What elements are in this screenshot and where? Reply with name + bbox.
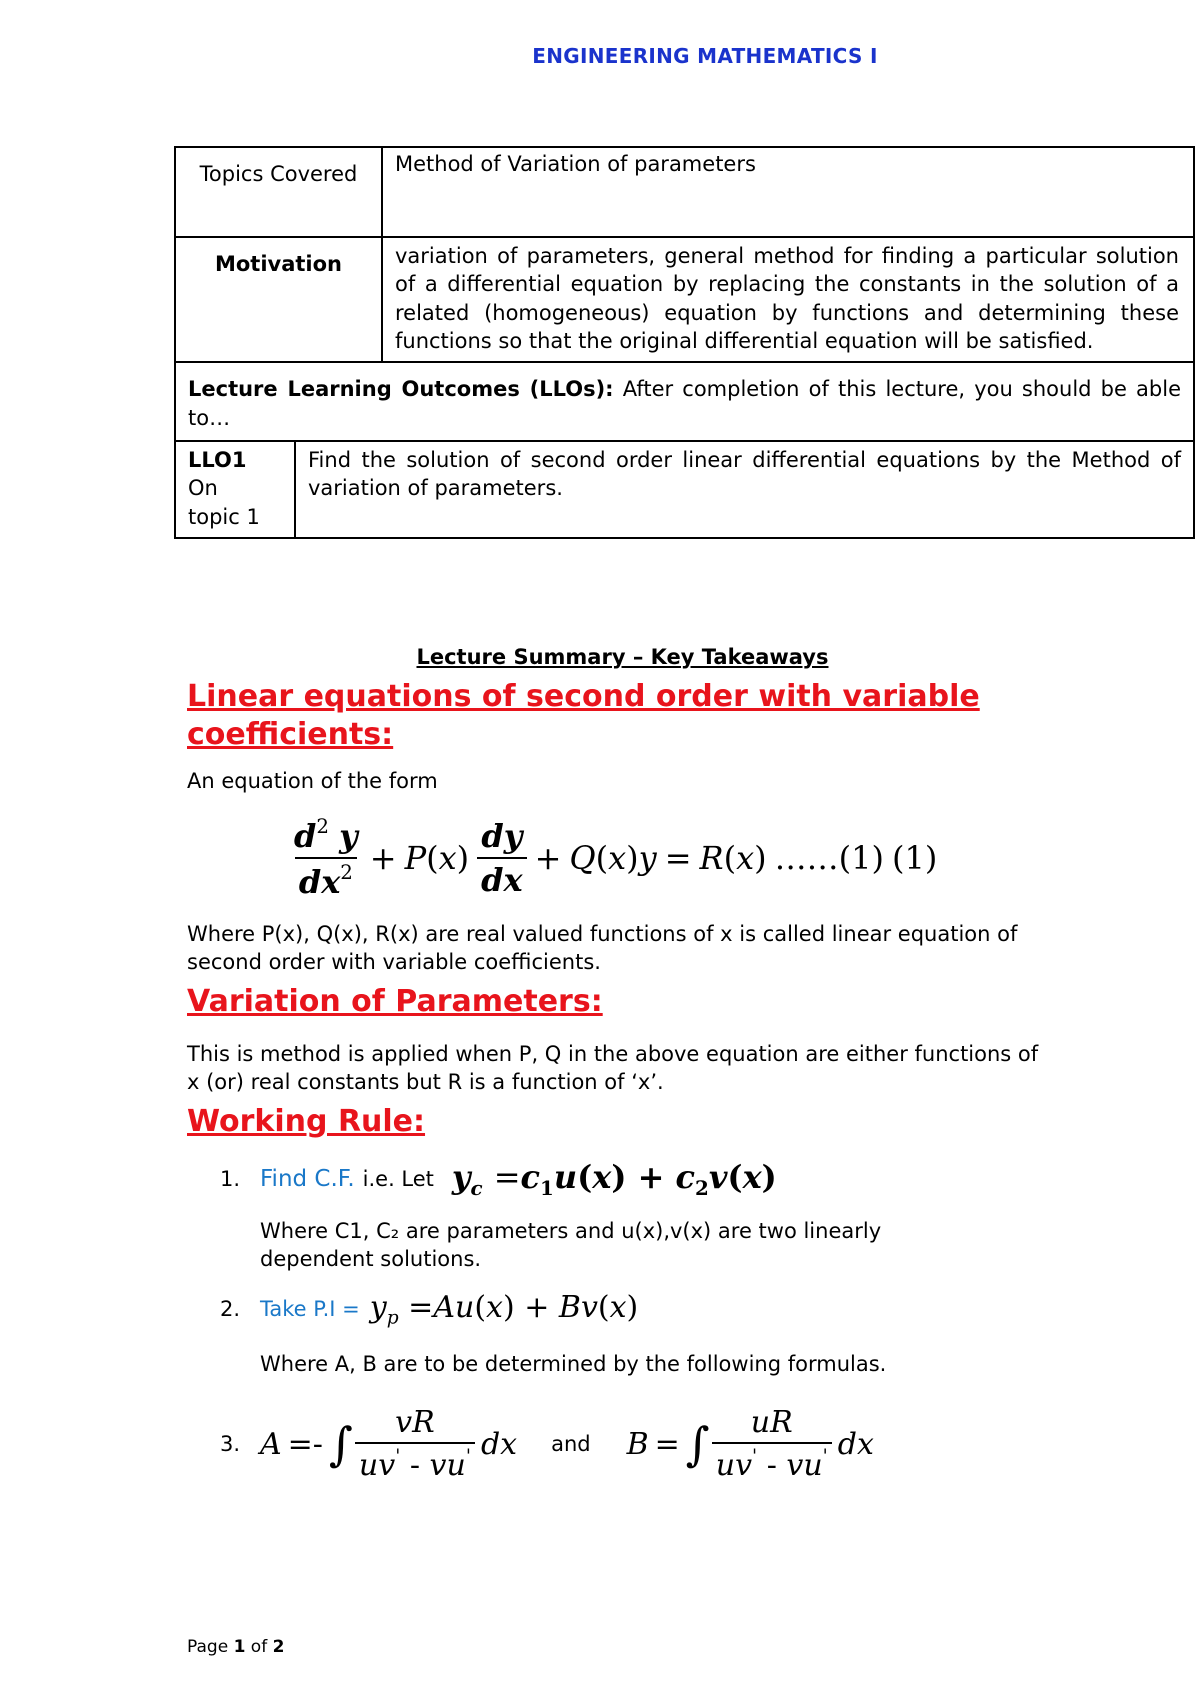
a-formula: A =- ∫ $\frac{vR}{uv' - vu'}$ dx	[260, 1405, 518, 1484]
step-3-number: 3.	[220, 1432, 241, 1456]
step-1	[220, 1158, 777, 1200]
footer-prefix: Page	[187, 1637, 234, 1657]
step-2-blue-text: Take P.I =	[260, 1297, 360, 1322]
step-1-blue-text: Find C.F.	[260, 1165, 355, 1192]
step-2-where: Where A, B are to be determined by the following formulas.	[260, 1352, 887, 1376]
llo-heading-bold: Lecture Learning Outcomes (LLOs):	[188, 377, 614, 402]
motivation-row	[175, 237, 1194, 362]
llo1-text: Find the solution of second order linear differential equations by the Method of variation of parameters.	[308, 448, 1181, 501]
llo-heading	[175, 362, 1194, 441]
page-footer	[187, 1637, 284, 1657]
equation-1: $\frac{d^2 y}{dx^2}$ + P(x) $\frac{dy}{dx}$ + Q(x)y = R(x) ……(1) (1)	[290, 815, 937, 901]
llo1-id: LLO1	[188, 448, 247, 473]
document-title: ENGINEERING MATHEMATICS I	[532, 44, 878, 68]
topics-value: Method of Variation of parameters	[382, 147, 1194, 237]
topics-row	[175, 147, 1194, 237]
where-text: Where P(x), Q(x), R(x) are real valued functions of x is called linear equation of second order with variable coefficients.	[187, 922, 1018, 975]
heading-variation-of-parameters: Variation of Parameters:	[187, 984, 603, 1019]
footer-total: 2	[272, 1637, 285, 1657]
topics-label: Topics Covered	[175, 147, 382, 237]
lecture-info-table	[174, 146, 1195, 539]
step-1-number: 1.	[220, 1166, 241, 1191]
summary-title: Lecture Summary – Key Takeaways	[416, 645, 829, 669]
heading-linear-equations: Linear equations of second order with variable coefficients:	[187, 679, 980, 752]
and-text: and	[551, 1432, 591, 1456]
cf-formula: $y_c =c_1u(x) + c_2v(x)$	[451, 1158, 777, 1200]
footer-mid: of	[245, 1637, 273, 1657]
llo1-sub1: On	[188, 476, 218, 501]
motivation-label: Motivation	[175, 237, 382, 362]
b-formula: B = ∫ $\frac{uR}{uv' - vu'}$ dx	[626, 1405, 874, 1484]
llo-heading-rest: After completion of this lecture, you should be able to…	[188, 377, 1181, 430]
step-3	[220, 1405, 874, 1483]
llo-heading-row	[175, 362, 1194, 441]
vop-text: This is method is applied when P, Q in the above equation are either functions of x (or) real constants but R is a function of ‘x’.	[187, 1042, 1039, 1095]
step-1-rest: i.e. Let	[362, 1166, 434, 1191]
pi-formula: $y_p =Au(x) + Bv(x)$	[369, 1290, 639, 1329]
footer-page: 1	[233, 1637, 246, 1657]
equation-1-tail: ……(1)	[774, 838, 884, 877]
step-2-number: 2.	[220, 1297, 241, 1322]
heading-working-rule: Working Rule:	[187, 1104, 426, 1139]
llo1-id-cell	[176, 442, 296, 537]
step-1-where: Where C1, C₂ are parameters and u(x),v(x) are two linearly dependent solutions.	[260, 1219, 882, 1272]
d2y-dx2-fraction: $\frac{d^2 y}{dx^2}$	[294, 815, 358, 901]
dy-dx-fraction: $\frac{dy}{dx}$	[477, 817, 526, 899]
llo1-row	[175, 441, 1194, 538]
llo1-sub2: topic 1	[188, 504, 260, 529]
motivation-value: variation of parameters, general method for finding a particular solution of a differential equation by replacing the constants in the solution of a related (homogeneous) equation by functions and determining these functions so that the original differential equation will be satisfied.	[382, 237, 1194, 362]
intro-text: An equation of the form	[187, 769, 438, 793]
step-2	[220, 1290, 638, 1329]
